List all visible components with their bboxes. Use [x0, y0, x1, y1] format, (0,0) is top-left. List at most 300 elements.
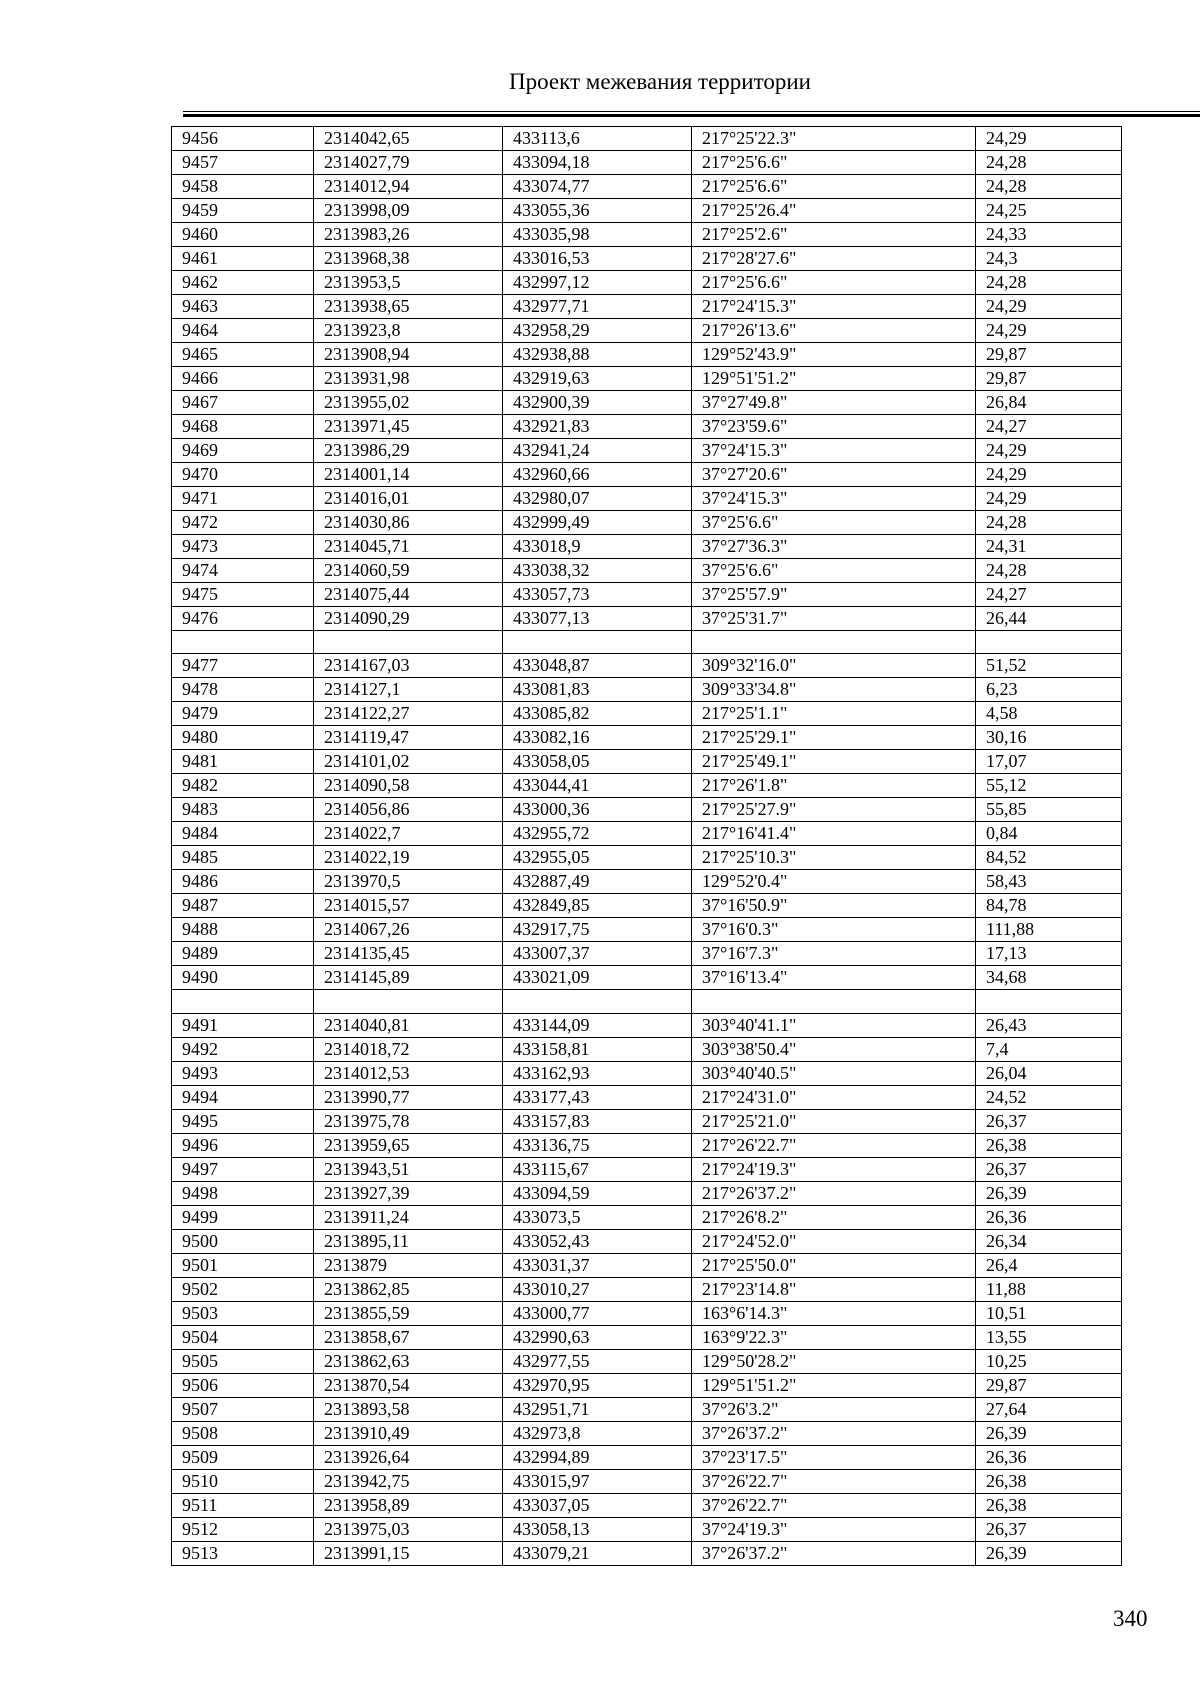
table-row	[172, 1421, 1122, 1445]
point-number-cell: 9469	[172, 439, 314, 463]
distance-cell: 58,43	[976, 870, 1122, 894]
x-coordinate-cell: 2313990,77	[314, 1085, 503, 1109]
y-coordinate-cell: 432955,72	[503, 822, 692, 846]
table-row	[172, 1013, 1122, 1037]
x-coordinate-cell: 2313991,15	[314, 1541, 503, 1565]
direction-angle-cell: 129°51'51.2"	[692, 1373, 976, 1397]
distance-cell: 24,28	[976, 271, 1122, 295]
point-number-cell: 9499	[172, 1205, 314, 1229]
direction-angle-cell: 217°25'26.4"	[692, 199, 976, 223]
point-number-cell: 9467	[172, 391, 314, 415]
table-row	[172, 1181, 1122, 1205]
y-coordinate-cell: 433136,75	[503, 1133, 692, 1157]
y-coordinate-cell: 433055,36	[503, 199, 692, 223]
x-coordinate-cell: 2313983,26	[314, 223, 503, 247]
x-coordinate-cell: 2313908,94	[314, 343, 503, 367]
x-coordinate-cell: 2314056,86	[314, 798, 503, 822]
distance-cell: 24,29	[976, 295, 1122, 319]
point-number-cell: 9479	[172, 702, 314, 726]
y-coordinate-cell: 433052,43	[503, 1229, 692, 1253]
y-coordinate-cell: 432917,75	[503, 918, 692, 942]
table-row	[172, 1301, 1122, 1325]
table-row	[172, 511, 1122, 535]
point-number-cell: 9486	[172, 870, 314, 894]
distance-cell: 10,51	[976, 1301, 1122, 1325]
direction-angle-cell: 37°25'31.7"	[692, 607, 976, 631]
distance-cell: 26,43	[976, 1013, 1122, 1037]
point-number-cell: 9473	[172, 535, 314, 559]
y-coordinate-cell: 433058,05	[503, 750, 692, 774]
y-coordinate-cell: 433073,5	[503, 1205, 692, 1229]
direction-angle-cell: 217°24'15.3"	[692, 295, 976, 319]
x-coordinate-cell: 2313855,59	[314, 1301, 503, 1325]
direction-angle-cell: 217°24'19.3"	[692, 1157, 976, 1181]
point-number-cell: 9513	[172, 1541, 314, 1565]
point-number-cell: 9501	[172, 1253, 314, 1277]
distance-cell: 29,87	[976, 367, 1122, 391]
table-row	[172, 175, 1122, 199]
direction-angle-cell: 217°25'6.6"	[692, 151, 976, 175]
table-row	[172, 654, 1122, 678]
y-coordinate-cell: 432921,83	[503, 415, 692, 439]
direction-angle-cell: 217°28'27.6"	[692, 247, 976, 271]
point-number-cell: 9493	[172, 1061, 314, 1085]
direction-angle-cell: 217°25'49.1"	[692, 750, 976, 774]
direction-angle-cell: 129°51'51.2"	[692, 367, 976, 391]
y-coordinate-cell: 432999,49	[503, 511, 692, 535]
direction-angle-cell: 37°24'15.3"	[692, 487, 976, 511]
table-row	[172, 1349, 1122, 1373]
y-coordinate-cell: 432970,95	[503, 1373, 692, 1397]
x-coordinate-cell: 2313942,75	[314, 1469, 503, 1493]
y-coordinate-cell: 432960,66	[503, 463, 692, 487]
point-number-cell: 9506	[172, 1373, 314, 1397]
point-number-cell: 9471	[172, 487, 314, 511]
table-row	[172, 750, 1122, 774]
x-coordinate-cell: 2313862,85	[314, 1277, 503, 1301]
direction-angle-cell: 217°26'8.2"	[692, 1205, 976, 1229]
direction-angle-cell: 37°25'6.6"	[692, 559, 976, 583]
direction-angle-cell: 37°24'15.3"	[692, 439, 976, 463]
point-number-cell: 9474	[172, 559, 314, 583]
direction-angle-cell: 217°24'31.0"	[692, 1085, 976, 1109]
point-number-cell: 9482	[172, 774, 314, 798]
y-coordinate-cell	[503, 990, 692, 1013]
table-row	[172, 894, 1122, 918]
y-coordinate-cell: 433058,13	[503, 1517, 692, 1541]
distance-cell: 55,12	[976, 774, 1122, 798]
y-coordinate-cell: 433000,36	[503, 798, 692, 822]
table-row	[172, 966, 1122, 990]
x-coordinate-cell: 2313968,38	[314, 247, 503, 271]
x-coordinate-cell	[314, 631, 503, 654]
point-number-cell: 9480	[172, 726, 314, 750]
x-coordinate-cell: 2313970,5	[314, 870, 503, 894]
direction-angle-cell: 303°38'50.4"	[692, 1037, 976, 1061]
point-number-cell: 9463	[172, 295, 314, 319]
distance-cell: 111,88	[976, 918, 1122, 942]
x-coordinate-cell: 2313926,64	[314, 1445, 503, 1469]
y-coordinate-cell: 432958,29	[503, 319, 692, 343]
direction-angle-cell: 129°52'0.4"	[692, 870, 976, 894]
distance-cell: 10,25	[976, 1349, 1122, 1373]
x-coordinate-cell: 2314030,86	[314, 511, 503, 535]
direction-angle-cell	[692, 631, 976, 654]
point-number-cell: 9477	[172, 654, 314, 678]
x-coordinate-cell: 2314127,1	[314, 678, 503, 702]
table-row	[172, 415, 1122, 439]
point-number-cell: 9487	[172, 894, 314, 918]
distance-cell: 24,28	[976, 511, 1122, 535]
distance-cell: 26,37	[976, 1517, 1122, 1541]
point-number-cell: 9495	[172, 1109, 314, 1133]
direction-angle-cell: 217°24'52.0"	[692, 1229, 976, 1253]
distance-cell	[976, 631, 1122, 654]
y-coordinate-cell: 432887,49	[503, 870, 692, 894]
x-coordinate-cell: 2314027,79	[314, 151, 503, 175]
point-number-cell: 9508	[172, 1421, 314, 1445]
distance-cell: 26,39	[976, 1181, 1122, 1205]
x-coordinate-cell: 2314040,81	[314, 1013, 503, 1037]
x-coordinate-cell: 2314012,94	[314, 175, 503, 199]
y-coordinate-cell: 432849,85	[503, 894, 692, 918]
point-number-cell: 9459	[172, 199, 314, 223]
y-coordinate-cell: 433007,37	[503, 942, 692, 966]
x-coordinate-cell: 2314145,89	[314, 966, 503, 990]
direction-angle-cell: 217°26'13.6"	[692, 319, 976, 343]
y-coordinate-cell: 433021,09	[503, 966, 692, 990]
x-coordinate-cell: 2314015,57	[314, 894, 503, 918]
distance-cell: 55,85	[976, 798, 1122, 822]
distance-cell: 30,16	[976, 726, 1122, 750]
direction-angle-cell: 37°16'7.3"	[692, 942, 976, 966]
table-row	[172, 463, 1122, 487]
table-row	[172, 1493, 1122, 1517]
direction-angle-cell: 37°25'57.9"	[692, 583, 976, 607]
table-row	[172, 1037, 1122, 1061]
direction-angle-cell: 303°40'41.1"	[692, 1013, 976, 1037]
table-row	[172, 774, 1122, 798]
direction-angle-cell: 37°16'50.9"	[692, 894, 976, 918]
x-coordinate-cell: 2313879	[314, 1253, 503, 1277]
x-coordinate-cell: 2314101,02	[314, 750, 503, 774]
x-coordinate-cell: 2314045,71	[314, 535, 503, 559]
y-coordinate-cell: 433031,37	[503, 1253, 692, 1277]
point-number-cell: 9468	[172, 415, 314, 439]
y-coordinate-cell: 433162,93	[503, 1061, 692, 1085]
direction-angle-cell: 37°16'13.4"	[692, 966, 976, 990]
y-coordinate-cell: 433079,21	[503, 1541, 692, 1565]
table-row	[172, 223, 1122, 247]
y-coordinate-cell: 433074,77	[503, 175, 692, 199]
x-coordinate-cell: 2313958,89	[314, 1493, 503, 1517]
direction-angle-cell: 303°40'40.5"	[692, 1061, 976, 1085]
point-number-cell: 9472	[172, 511, 314, 535]
direction-angle-cell: 37°26'22.7"	[692, 1493, 976, 1517]
point-number-cell: 9458	[172, 175, 314, 199]
point-number-cell: 9460	[172, 223, 314, 247]
x-coordinate-cell: 2313975,03	[314, 1517, 503, 1541]
distance-cell: 24,29	[976, 487, 1122, 511]
table-row	[172, 271, 1122, 295]
y-coordinate-cell: 433015,97	[503, 1469, 692, 1493]
point-number-cell: 9511	[172, 1493, 314, 1517]
y-coordinate-cell: 433144,09	[503, 1013, 692, 1037]
y-coordinate-cell: 433048,87	[503, 654, 692, 678]
point-number-cell: 9465	[172, 343, 314, 367]
point-number-cell	[172, 990, 314, 1013]
y-coordinate-cell: 433082,16	[503, 726, 692, 750]
point-number-cell: 9483	[172, 798, 314, 822]
y-coordinate-cell: 433000,77	[503, 1301, 692, 1325]
y-coordinate-cell: 432977,55	[503, 1349, 692, 1373]
point-number-cell: 9457	[172, 151, 314, 175]
coordinates-table	[171, 126, 1122, 1566]
distance-cell: 6,23	[976, 678, 1122, 702]
point-number-cell: 9500	[172, 1229, 314, 1253]
direction-angle-cell: 37°27'36.3"	[692, 535, 976, 559]
distance-cell: 0,84	[976, 822, 1122, 846]
point-number-cell: 9464	[172, 319, 314, 343]
point-number-cell: 9510	[172, 1469, 314, 1493]
table-row	[172, 1373, 1122, 1397]
x-coordinate-cell: 2313927,39	[314, 1181, 503, 1205]
y-coordinate-cell	[503, 631, 692, 654]
direction-angle-cell: 37°26'3.2"	[692, 1397, 976, 1421]
point-number-cell: 9496	[172, 1133, 314, 1157]
distance-cell: 27,64	[976, 1397, 1122, 1421]
y-coordinate-cell: 432977,71	[503, 295, 692, 319]
x-coordinate-cell: 2313986,29	[314, 439, 503, 463]
y-coordinate-cell: 433115,67	[503, 1157, 692, 1181]
distance-cell: 24,31	[976, 535, 1122, 559]
direction-angle-cell: 217°25'2.6"	[692, 223, 976, 247]
direction-angle-cell: 129°52'43.9"	[692, 343, 976, 367]
table-row	[172, 942, 1122, 966]
table-row	[172, 319, 1122, 343]
distance-cell: 24,28	[976, 151, 1122, 175]
distance-cell: 29,87	[976, 343, 1122, 367]
point-number-cell	[172, 631, 314, 654]
coordinates-table-body	[172, 127, 1122, 1566]
page-header-title: Проект межевания территории	[509, 69, 811, 94]
direction-angle-cell: 217°25'1.1"	[692, 702, 976, 726]
table-row	[172, 1325, 1122, 1349]
y-coordinate-cell: 432900,39	[503, 391, 692, 415]
y-coordinate-cell: 432951,71	[503, 1397, 692, 1421]
distance-cell: 24,29	[976, 463, 1122, 487]
direction-angle-cell: 37°26'22.7"	[692, 1469, 976, 1493]
point-number-cell: 9466	[172, 367, 314, 391]
x-coordinate-cell: 2313931,98	[314, 367, 503, 391]
direction-angle-cell: 217°25'50.0"	[692, 1253, 976, 1277]
direction-angle-cell: 163°9'22.3"	[692, 1325, 976, 1349]
x-coordinate-cell: 2313870,54	[314, 1373, 503, 1397]
distance-cell: 24,27	[976, 415, 1122, 439]
distance-cell: 11,88	[976, 1277, 1122, 1301]
point-number-cell: 9497	[172, 1157, 314, 1181]
direction-angle-cell: 37°23'17.5"	[692, 1445, 976, 1469]
distance-cell: 24,29	[976, 439, 1122, 463]
distance-cell: 24,33	[976, 223, 1122, 247]
table-row	[172, 559, 1122, 583]
point-number-cell: 9478	[172, 678, 314, 702]
y-coordinate-cell: 433158,81	[503, 1037, 692, 1061]
point-number-cell: 9492	[172, 1037, 314, 1061]
point-number-cell: 9498	[172, 1181, 314, 1205]
table-row	[172, 1277, 1122, 1301]
point-number-cell: 9504	[172, 1325, 314, 1349]
table-row	[172, 1253, 1122, 1277]
x-coordinate-cell: 2313943,51	[314, 1157, 503, 1181]
point-number-cell: 9484	[172, 822, 314, 846]
table-row	[172, 1157, 1122, 1181]
direction-angle-cell: 217°16'41.4"	[692, 822, 976, 846]
distance-cell: 26,38	[976, 1469, 1122, 1493]
header-rule-thin	[183, 111, 1200, 112]
y-coordinate-cell: 432938,88	[503, 343, 692, 367]
x-coordinate-cell: 2313911,24	[314, 1205, 503, 1229]
table-row	[172, 295, 1122, 319]
direction-angle-cell: 217°26'1.8"	[692, 774, 976, 798]
table-row	[172, 918, 1122, 942]
table-row	[172, 870, 1122, 894]
distance-cell: 29,87	[976, 1373, 1122, 1397]
x-coordinate-cell: 2314018,72	[314, 1037, 503, 1061]
direction-angle-cell: 217°25'27.9"	[692, 798, 976, 822]
direction-angle-cell: 217°23'14.8"	[692, 1277, 976, 1301]
direction-angle-cell: 217°26'37.2"	[692, 1181, 976, 1205]
distance-cell: 26,4	[976, 1253, 1122, 1277]
x-coordinate-cell: 2313975,78	[314, 1109, 503, 1133]
direction-angle-cell: 309°33'34.8"	[692, 678, 976, 702]
x-coordinate-cell: 2314022,7	[314, 822, 503, 846]
table-row	[172, 247, 1122, 271]
distance-cell: 26,04	[976, 1061, 1122, 1085]
point-number-cell: 9475	[172, 583, 314, 607]
table-row	[172, 1229, 1122, 1253]
table-row	[172, 702, 1122, 726]
direction-angle-cell: 217°25'22.3"	[692, 127, 976, 151]
x-coordinate-cell: 2314022,19	[314, 846, 503, 870]
table-row	[172, 1517, 1122, 1541]
direction-angle-cell: 217°25'21.0"	[692, 1109, 976, 1133]
distance-cell: 26,38	[976, 1133, 1122, 1157]
table-row	[172, 367, 1122, 391]
distance-cell: 17,07	[976, 750, 1122, 774]
y-coordinate-cell: 433018,9	[503, 535, 692, 559]
distance-cell: 17,13	[976, 942, 1122, 966]
header-rule-thick	[183, 114, 1200, 117]
y-coordinate-cell: 433037,05	[503, 1493, 692, 1517]
direction-angle-cell: 217°25'29.1"	[692, 726, 976, 750]
distance-cell: 24,25	[976, 199, 1122, 223]
direction-angle-cell: 37°23'59.6"	[692, 415, 976, 439]
distance-cell: 26,44	[976, 607, 1122, 631]
x-coordinate-cell: 2314012,53	[314, 1061, 503, 1085]
direction-angle-cell: 163°6'14.3"	[692, 1301, 976, 1325]
y-coordinate-cell: 432955,05	[503, 846, 692, 870]
table-row	[172, 1205, 1122, 1229]
distance-cell: 26,38	[976, 1493, 1122, 1517]
point-number-cell: 9509	[172, 1445, 314, 1469]
point-number-cell: 9470	[172, 463, 314, 487]
direction-angle-cell	[692, 990, 976, 1013]
table-row	[172, 846, 1122, 870]
x-coordinate-cell: 2313858,67	[314, 1325, 503, 1349]
distance-cell: 26,37	[976, 1157, 1122, 1181]
distance-cell: 13,55	[976, 1325, 1122, 1349]
x-coordinate-cell: 2314135,45	[314, 942, 503, 966]
point-number-cell: 9461	[172, 247, 314, 271]
point-number-cell: 9503	[172, 1301, 314, 1325]
distance-cell: 24,29	[976, 319, 1122, 343]
distance-cell: 26,36	[976, 1445, 1122, 1469]
y-coordinate-cell: 432990,63	[503, 1325, 692, 1349]
distance-cell: 4,58	[976, 702, 1122, 726]
x-coordinate-cell: 2314075,44	[314, 583, 503, 607]
y-coordinate-cell: 432973,8	[503, 1421, 692, 1445]
table-row	[172, 607, 1122, 631]
y-coordinate-cell: 432941,24	[503, 439, 692, 463]
distance-cell: 84,78	[976, 894, 1122, 918]
direction-angle-cell: 37°27'49.8"	[692, 391, 976, 415]
direction-angle-cell: 37°16'0.3"	[692, 918, 976, 942]
distance-cell: 24,3	[976, 247, 1122, 271]
point-number-cell: 9507	[172, 1397, 314, 1421]
y-coordinate-cell: 433077,13	[503, 607, 692, 631]
y-coordinate-cell: 433094,59	[503, 1181, 692, 1205]
x-coordinate-cell: 2313998,09	[314, 199, 503, 223]
point-number-cell: 9462	[172, 271, 314, 295]
x-coordinate-cell	[314, 990, 503, 1013]
y-coordinate-cell: 433057,73	[503, 583, 692, 607]
point-number-cell: 9491	[172, 1013, 314, 1037]
x-coordinate-cell: 2313938,65	[314, 295, 503, 319]
table-row	[172, 1061, 1122, 1085]
y-coordinate-cell: 433038,32	[503, 559, 692, 583]
y-coordinate-cell: 433016,53	[503, 247, 692, 271]
table-row	[172, 583, 1122, 607]
point-number-cell: 9502	[172, 1277, 314, 1301]
point-number-cell: 9485	[172, 846, 314, 870]
table-row	[172, 1085, 1122, 1109]
y-coordinate-cell: 432919,63	[503, 367, 692, 391]
table-row	[172, 1445, 1122, 1469]
y-coordinate-cell: 433113,6	[503, 127, 692, 151]
distance-cell: 24,29	[976, 127, 1122, 151]
y-coordinate-cell: 433081,83	[503, 678, 692, 702]
table-row	[172, 1397, 1122, 1421]
point-number-cell: 9481	[172, 750, 314, 774]
table-row	[172, 822, 1122, 846]
x-coordinate-cell: 2313893,58	[314, 1397, 503, 1421]
page-number: 340	[1113, 1606, 1148, 1631]
distance-cell: 34,68	[976, 966, 1122, 990]
table-row	[172, 1133, 1122, 1157]
y-coordinate-cell: 433035,98	[503, 223, 692, 247]
x-coordinate-cell: 2314042,65	[314, 127, 503, 151]
direction-angle-cell: 217°25'6.6"	[692, 175, 976, 199]
point-number-cell: 9512	[172, 1517, 314, 1541]
y-coordinate-cell: 432994,89	[503, 1445, 692, 1469]
point-number-cell: 9456	[172, 127, 314, 151]
point-number-cell: 9489	[172, 942, 314, 966]
y-coordinate-cell: 433010,27	[503, 1277, 692, 1301]
direction-angle-cell: 37°27'20.6"	[692, 463, 976, 487]
x-coordinate-cell: 2313862,63	[314, 1349, 503, 1373]
x-coordinate-cell: 2313953,5	[314, 271, 503, 295]
